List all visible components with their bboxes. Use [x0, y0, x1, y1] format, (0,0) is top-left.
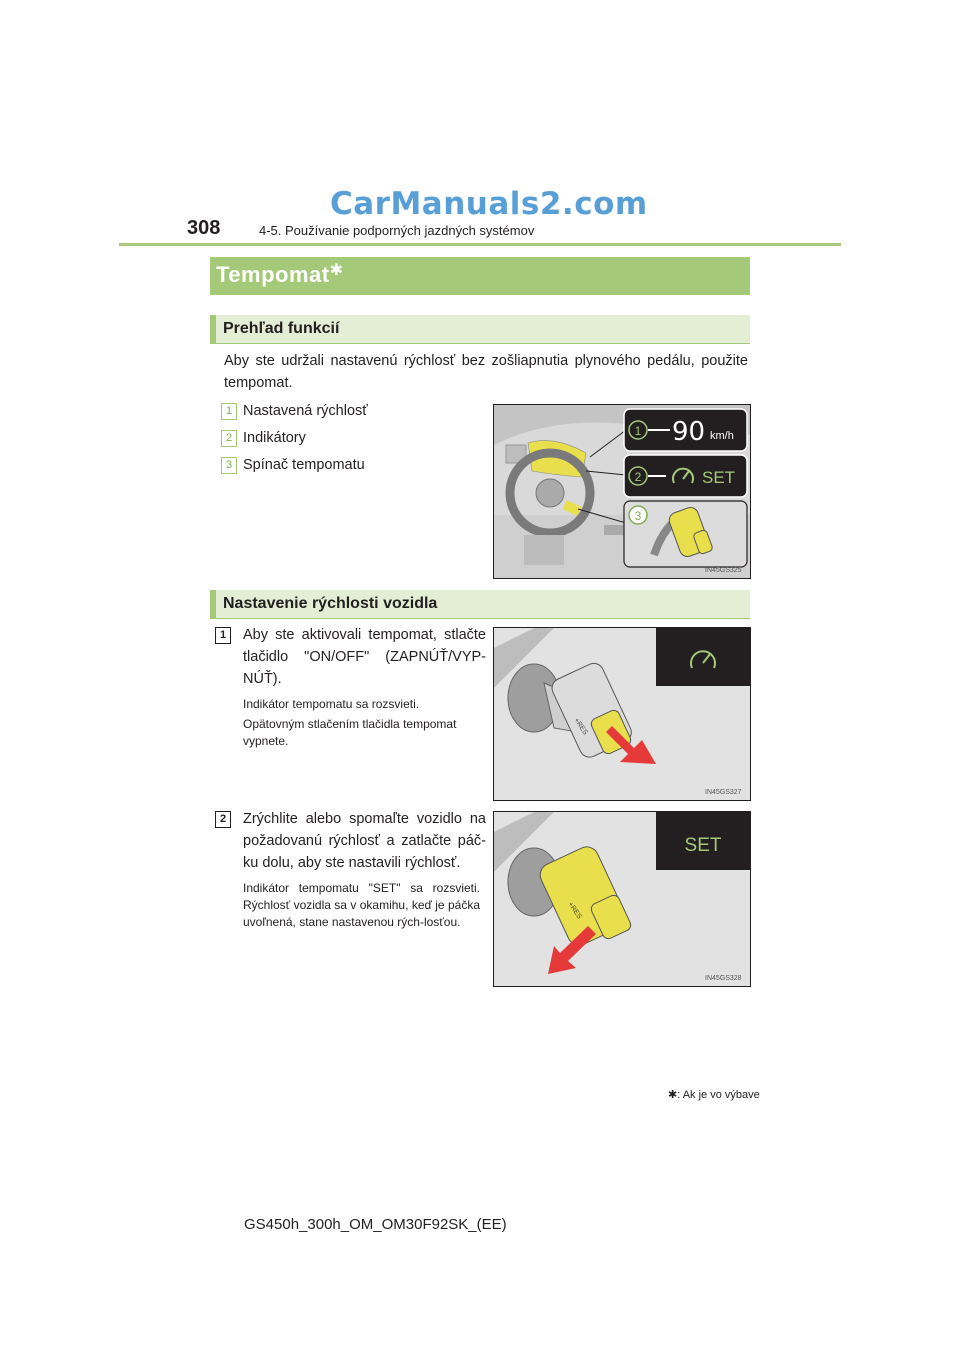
item-number-2: 2: [221, 430, 237, 447]
speed-unit: km/h: [710, 430, 734, 442]
intro-text: Aby ste udržali nastavenú rýchlosť bez zošliapnutia plynového pedálu, použite tempomat.: [224, 353, 748, 391]
section-heading-speed-setting: Nastavenie rýchlosti vozidla: [223, 595, 438, 612]
step-1-text: Aby ste aktivovali tempomat, stlačte tlačidlo "ON/OFF" (ZAPNÚŤ/VYP-NÚŤ).: [243, 627, 486, 687]
set-speed-illustration: [493, 811, 751, 987]
header-rule: [119, 243, 841, 246]
step-1-note-1: Indikátor tempomatu sa rozsvieti.: [243, 697, 420, 711]
switch-on-drawing: [494, 628, 750, 800]
speed-value: 90: [672, 417, 706, 447]
footnote: ✱: Ak je vo výbave: [668, 1089, 760, 1101]
image-code-1: IN45GS325: [705, 567, 742, 574]
callout-number-1: 1: [634, 424, 642, 438]
step-number-2: 2: [215, 811, 231, 828]
item-number-1: 1: [221, 403, 237, 420]
svg-text:+RES: +RES: [572, 717, 589, 737]
svg-text:+RES: +RES: [566, 901, 583, 921]
step-number-1: 1: [215, 627, 231, 644]
image-code-3: IN45GS328: [705, 975, 742, 982]
section-heading-overview: Prehľad funkcií: [223, 320, 340, 337]
asterisk-icon: ✱: [668, 1089, 678, 1101]
watermark: CarManuals2.com: [330, 186, 648, 222]
set-indicator-text: SET: [702, 468, 736, 487]
chapter-title: 4-5. Používanie podporných jazdných systémov: [259, 223, 535, 238]
step-2-note-1: Indikátor tempomatu "SET" sa rozsvieti. Rýchlosť vozidla sa v okamihu, keď je páčka uvoľnená, stane nastavenou rých-losťou.: [243, 881, 480, 929]
callout-number-3: 3: [634, 509, 642, 523]
cockpit-drawing: [494, 405, 750, 578]
image-code-2: IN45GS327: [705, 789, 742, 796]
item-label-indicators: Indikátory: [243, 430, 306, 446]
step-1-note-2: Opätovným stlačením tlačidla tempomat vypnete.: [243, 717, 457, 748]
cockpit-illustration: [493, 404, 751, 579]
callout-number-2: 2: [634, 470, 642, 484]
step-2-text: Zrýchlite alebo spomaľte vozidlo na požadovanú rýchlosť a zatlačte páč-ku dolu, aby ste nastavili rýchlosť.: [243, 811, 486, 871]
page-title: Tempomat✱: [216, 262, 344, 287]
section-marker: [210, 315, 216, 343]
section-marker: [210, 590, 216, 618]
asterisk-icon: ✱: [329, 262, 344, 279]
item-number-3: 3: [221, 457, 237, 474]
item-label-cruise-switch: Spínač tempomatu: [243, 457, 365, 473]
set-indicator-text: SET: [684, 835, 722, 856]
page-number: 308: [187, 217, 221, 239]
document-code: GS450h_300h_OM_OM30F92SK_(EE): [244, 1216, 507, 1233]
set-speed-drawing: [494, 812, 750, 986]
item-label-set-speed: Nastavená rýchlosť: [243, 403, 368, 419]
switch-on-illustration: [493, 627, 751, 801]
